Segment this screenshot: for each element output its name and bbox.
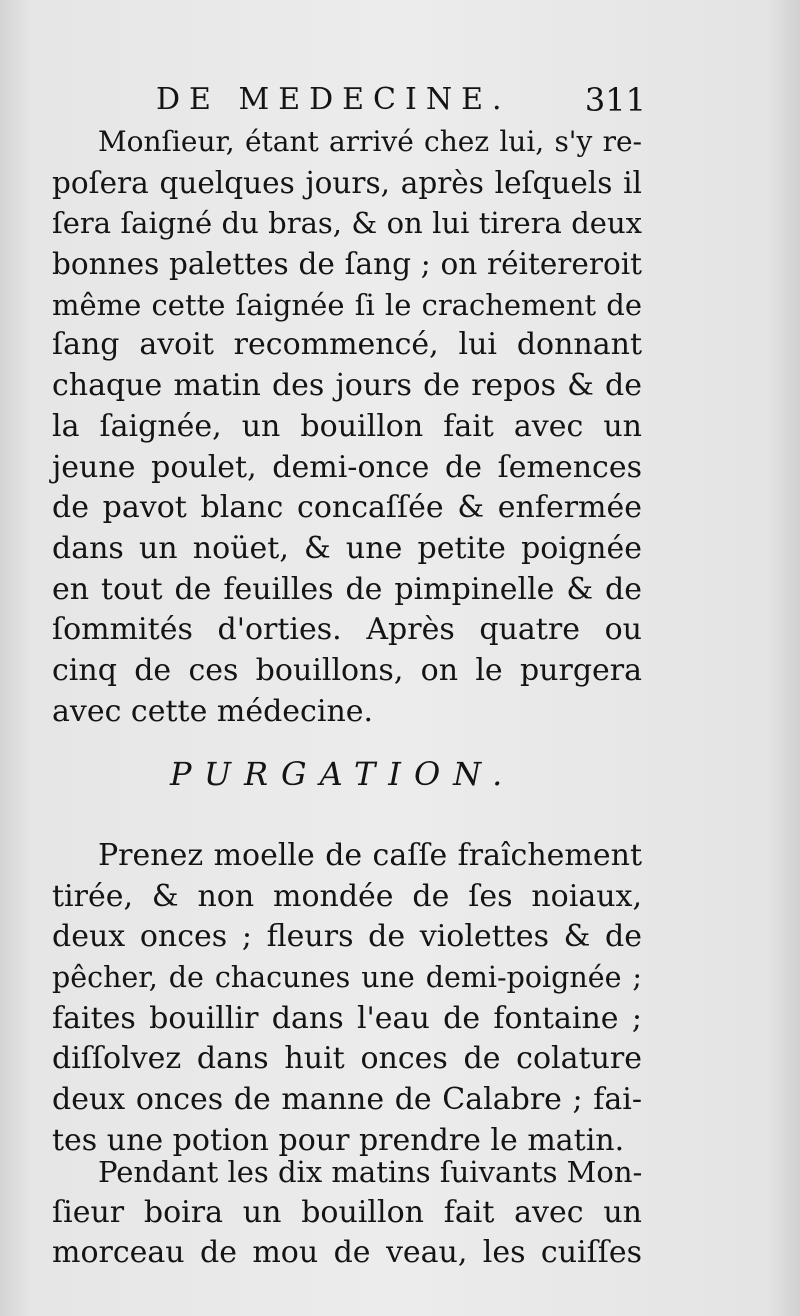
text-line: bonnes palettes de ſang ; on réitereroit <box>52 247 642 282</box>
running-title: DE MEDECINE. <box>156 82 511 117</box>
text-line: avec cette médecine. <box>52 693 374 729</box>
text-line: Pendant les dix matins ſuivants Mon- <box>98 1155 643 1189</box>
text-line: deux onces de manne de Calabre ; fai- <box>52 1082 642 1118</box>
text-line: poſera quelques jours, après leſquels il <box>52 165 642 200</box>
text-line: cinq de ces bouillons, on le purgera <box>52 652 642 688</box>
text-line: ſieur boira un bouillon fait avec un <box>52 1194 642 1230</box>
text-line: faites bouillir dans l'eau de fontaine ; <box>52 1000 642 1036</box>
text-line: ſommités d'orties. Après quatre ou <box>52 612 642 648</box>
paragraph-2 <box>52 836 642 1162</box>
text-line: jeune poulet, demi-once de ſemences <box>52 449 642 485</box>
text-line: Prenez moelle de caſſe fraîchement <box>98 838 642 873</box>
text-line: en tout de feuilles de pimpinelle & de <box>52 571 642 607</box>
paragraph-1 <box>52 122 642 732</box>
text-line: diſſolvez dans huit onces de colature <box>52 1041 642 1077</box>
text-line: chaque matin des jours de repos & de <box>52 368 642 404</box>
text-line: deux onces ; fleurs de violettes & de <box>52 919 642 955</box>
page-number: 311 <box>584 81 646 119</box>
text-line: ſera ſaigné du bras, & on lui tirera deux <box>52 206 642 241</box>
text-line: la ſaignée, un bouillon fait avec un <box>52 408 642 444</box>
text-line: dans un noüet, & une petite poignée <box>52 530 642 566</box>
text-line: tirée, & non mondée de ſes noiaux, <box>52 878 642 914</box>
section-title: PURGATION. <box>170 755 516 793</box>
text-line: même cette ſaignée ſi le crachement de <box>52 287 642 322</box>
text-line: tes une potion pour prendre le matin. <box>52 1122 625 1158</box>
text-line: morceau de mou de veau, les cuiſſes <box>52 1235 642 1271</box>
paragraph-3 <box>52 1152 642 1274</box>
text-line: pêcher, de chacunes une demi-poignée ; <box>52 961 642 995</box>
running-head <box>156 80 646 126</box>
text-line: ſang avoit recommencé, lui donnant <box>52 327 642 363</box>
text-line: de pavot blanc concaſſée & enfermée <box>52 490 642 526</box>
text-line: Monſieur, étant arrivé chez lui, s'y re- <box>98 125 642 158</box>
